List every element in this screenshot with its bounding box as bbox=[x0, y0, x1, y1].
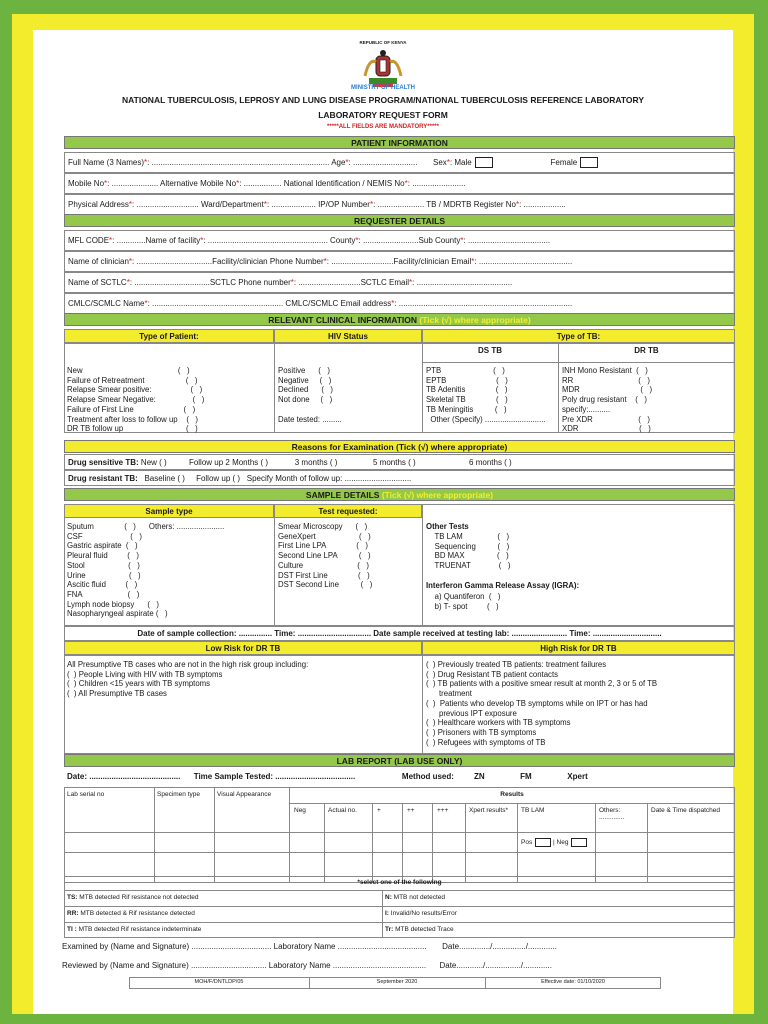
tblam-pos-neg[interactable]: Pos | Neg bbox=[521, 838, 587, 847]
sub-xpert: Xpert results* bbox=[469, 807, 509, 814]
low-risk-list[interactable]: All Presumptive TB cases who are not in the high risk group including: ( ) People Living with HIV with TB symptoms ( ) Children <15 years with TB symptoms ( ) All Presumptive TB cases bbox=[67, 660, 309, 699]
program-title: NATIONAL TUBERCULOSIS, LEPROSY AND LUNG DISEASE PROGRAM/NATIONAL TUBERCULOSIS REFERENCE LABORATORY bbox=[122, 95, 644, 105]
female-checkbox[interactable] bbox=[580, 157, 598, 168]
sub-actual: Actual no. bbox=[328, 807, 357, 814]
patient-row-2: Mobile No*: ..................... Alternative Mobile No*: ................. National Identification / NEMIS No*: ........................ bbox=[64, 173, 735, 194]
other-tests-header: Other Tests bbox=[426, 522, 469, 531]
form-page bbox=[33, 30, 733, 1014]
facility-phone-field[interactable]: : ............................ bbox=[326, 257, 394, 266]
patient-row-3: Physical Address*: ............................ Ward/Department*: .................... IP/OP Number*: ..................... TB / MDRTB Register No*: ................... bbox=[64, 194, 735, 215]
code-ts: TS: MTB detected Rif resistance not detected bbox=[67, 894, 199, 901]
tb-register-field[interactable]: : ................... bbox=[519, 200, 566, 209]
patient-row-1: Full Name (3 Names)*: ................................................................................ Age*: ............................. Sex*: Male Female bbox=[64, 152, 735, 173]
ipop-field[interactable]: : ..................... bbox=[373, 200, 425, 209]
mfl-code-field[interactable]: : ............. bbox=[112, 236, 146, 245]
col-visual: Visual Appearance bbox=[217, 791, 272, 798]
dr-tb-label: DR TB bbox=[634, 346, 659, 355]
code-tr: Tr: MTB detected Trace bbox=[385, 926, 454, 933]
test-requested-header: Test requested: bbox=[274, 504, 422, 518]
mandatory-note: *****ALL FIELDS ARE MANDATORY***** bbox=[327, 124, 439, 130]
sample-type-header: Sample type bbox=[64, 504, 274, 518]
subcounty-field[interactable]: : ..................................... bbox=[463, 236, 551, 245]
reasons-row-dr[interactable]: Drug resistant TB: Baseline ( ) Follow up ( ) Specify Month of follow up: .............................. bbox=[64, 470, 735, 486]
republic-label: REPUBLIC OF KENYA bbox=[359, 40, 407, 45]
patient-type-list[interactable]: New ( ) Failure of Retreatment ( ) Relapse Smear positive: ( ) Relapse Smear Negative: ( ) Failure of First Line ( ) Treatment after loss to follow up ( ) DR TB follow up ( ) bbox=[67, 366, 205, 434]
requester-row-2: Name of clinician*: ..................................Facility/clinician Phone Number*: ............................Facility/clinician Email*: .......................................... bbox=[64, 251, 735, 272]
code-rr: RR: MTB detected & Rif resistance detected bbox=[67, 910, 195, 917]
col-results: Results bbox=[500, 791, 524, 798]
hiv-status-list[interactable]: Positive ( ) Negative ( ) Declined ( ) Not done ( ) Date tested: ......... bbox=[278, 366, 342, 424]
reasons-header: Reasons for Examination (Tick (√) where appropriate) bbox=[64, 440, 735, 453]
footer-date: September 2020 bbox=[376, 979, 418, 985]
hiv-status-header: HIV Status bbox=[274, 329, 422, 343]
sub-plus3: +++ bbox=[437, 807, 449, 814]
col-specimen: Specimen type bbox=[157, 791, 200, 798]
method-fm[interactable]: FM bbox=[520, 772, 532, 781]
ministry-label: MINISTRY OF HEALTH bbox=[351, 85, 415, 91]
clinical-header: RELEVANT CLINICAL INFORMATION (Tick (√) where appropriate) bbox=[64, 313, 735, 326]
sub-others: Others: .............. bbox=[599, 807, 625, 821]
high-risk-header: High Risk for DR TB bbox=[422, 641, 735, 655]
high-risk-list[interactable]: ( ) Previously treated TB patients: treatment failures ( ) Drug Resistant TB patient contacts ( ) TB patients with a positive smear result at month 2, 3 or 5 of TB treatment ( ) Patients who develop TB symptoms while on IPT or has had previous IPT exposure ( ) Healthcare workers with TB symptoms ( ) Prisoners with TB symptoms ( ) Refugees with symptoms of TB bbox=[426, 660, 658, 747]
method-xpert[interactable]: Xpert bbox=[567, 772, 588, 781]
lab-results-table[interactable] bbox=[64, 787, 735, 883]
reviewed-by-row[interactable]: Reviewed by (Name and Signature) .................................. Laboratory Name .......................................... Date............/................/............. bbox=[62, 961, 552, 970]
ds-tb-label: DS TB bbox=[478, 346, 502, 355]
clinician-field[interactable]: : .................................. bbox=[132, 257, 213, 266]
mobile-field[interactable]: : ..................... bbox=[107, 179, 159, 188]
address-field[interactable]: : ............................ bbox=[132, 200, 199, 209]
sctlc-name-field[interactable]: : .................................. bbox=[129, 278, 210, 287]
county-field[interactable]: : ......................... bbox=[358, 236, 419, 245]
dr-tb-list[interactable]: INH Mono Resistant ( ) RR ( ) MDR ( ) Poly drug resistant ( ) specify:.......... Pre XDR ( ) XDR ( ) bbox=[562, 366, 653, 434]
requester-row-1: MFL CODE*: .............Name of facility*: ...................................................... County*: .........................Sub County*: ..................................... bbox=[64, 230, 735, 251]
method-zn[interactable]: ZN bbox=[473, 772, 485, 781]
pos-checkbox[interactable] bbox=[535, 838, 551, 847]
lab-date-field[interactable]: Date: ......................................... bbox=[67, 772, 181, 781]
footer-effective: Effective date: 01/10/2020 bbox=[541, 979, 605, 985]
code-i: I: Invalid/No results/Error bbox=[385, 910, 457, 917]
type-tb-header: Type of TB: bbox=[422, 329, 735, 343]
requester-row-4: CMLC/SCMLC Name*: ........................................................... CMLC/SCMLC Email address*: .............................................................................. bbox=[64, 293, 735, 314]
sample-type-list[interactable]: Sputum ( ) Others: ...................... CSF ( ) Gastric aspirate ( ) Pleural fluid ( ) Stool ( ) Urine ( ) Ascitic fluid ( ) FNA ( ) Lymph node biopsy ( ) Nasopharyngeal aspirate ( ) bbox=[67, 522, 225, 619]
lab-time-field[interactable]: Time Sample Tested: .................................... bbox=[193, 772, 356, 781]
sub-neg: Neg bbox=[294, 807, 306, 814]
age-field[interactable]: : ............................. bbox=[348, 158, 418, 167]
footer-doc-no: MOH/F/DNTLDP/05 bbox=[194, 979, 244, 985]
sctlc-phone-field[interactable]: : ............................ bbox=[293, 278, 361, 287]
ward-field[interactable]: : .................... bbox=[266, 200, 316, 209]
sub-plus2: ++ bbox=[407, 807, 415, 814]
lab-report-header: LAB REPORT (LAB USE ONLY) bbox=[64, 754, 735, 767]
form-title: LABORATORY REQUEST FORM bbox=[318, 110, 448, 120]
sctlc-email-field[interactable]: : ........................................... bbox=[412, 278, 513, 287]
sample-header: SAMPLE DETAILS (Tick (√) where appropriate) bbox=[64, 488, 735, 501]
facility-email-field[interactable]: : .......................................... bbox=[474, 257, 573, 266]
igra-header: Interferon Gamma Release Assay (IGRA): bbox=[426, 581, 580, 590]
male-checkbox[interactable] bbox=[475, 157, 493, 168]
other-tests-list[interactable]: TB LAM ( ) Sequencing ( ) BD MAX ( ) TRUENAT ( ) bbox=[434, 532, 511, 571]
coat-of-arms-logo bbox=[361, 46, 405, 90]
facility-field[interactable]: : ...................................................... bbox=[203, 236, 328, 245]
neg-checkbox[interactable] bbox=[571, 838, 587, 847]
low-risk-header: Low Risk for DR TB bbox=[64, 641, 422, 655]
requester-row-3: Name of SCTLC*: ..................................SCTLC Phone number*: ............................SCTLC Email*: ........................................... bbox=[64, 272, 735, 293]
col-lab-serial: Lab serial no bbox=[67, 791, 105, 798]
test-requested-list[interactable]: Smear Microscopy ( ) GeneXpert ( ) First Line LPA ( ) Second Line LPA ( ) Culture ( ) DST First Line ( ) DST Second Line ( ) bbox=[278, 522, 373, 590]
code-ti: TI : MTB detected Rif resistance indeterminate bbox=[67, 926, 202, 933]
sub-plus1: + bbox=[377, 807, 381, 814]
lab-report-meta: Date: ......................................... Time Sample Tested: .................................... Method used: ZN FM Xpert bbox=[67, 772, 588, 781]
sub-dispatch: Date & Time dispatched bbox=[651, 807, 721, 814]
patient-info-header: PATIENT INFORMATION bbox=[64, 136, 735, 149]
sample-dates-row[interactable]: Date of sample collection: ............... Time: ................................. Date sample received at testing lab: ......................... Time: ............................... bbox=[64, 626, 735, 641]
code-n: N: MTB not detected bbox=[385, 894, 445, 901]
reasons-row-ds[interactable]: Drug sensitive TB: New ( ) Follow up 2 Months ( ) 3 months ( ) 5 months ( ) 6 months ( ) bbox=[64, 454, 735, 470]
type-patient-header: Type of Patient: bbox=[64, 329, 274, 343]
cmlc-name-field[interactable]: : ........................................................... bbox=[147, 299, 284, 308]
ds-tb-list[interactable]: PTB ( ) EPTB ( ) TB Adenitis ( ) Skeletal TB ( ) TB Meningitis ( ) Other (Specify) ............................ bbox=[426, 366, 546, 424]
igra-list[interactable]: a) Quantiferon ( ) b) T- spot ( ) bbox=[434, 592, 501, 611]
cmlc-email-field[interactable]: : .............................................................................. bbox=[394, 299, 573, 308]
codes-header: *select one of the following bbox=[357, 879, 442, 886]
examined-by-row[interactable]: Examined by (Name and Signature) .................................... Laboratory Name ........................................ Date............../.............../............. bbox=[62, 942, 557, 951]
full-name-field[interactable]: : ................................................................................ bbox=[147, 158, 330, 167]
requester-header: REQUESTER DETAILS bbox=[64, 214, 735, 227]
sub-tblam: TB LAM bbox=[521, 807, 545, 814]
alt-mobile-field[interactable]: : ................. bbox=[239, 179, 282, 188]
national-id-field[interactable]: : ........................ bbox=[407, 179, 466, 188]
